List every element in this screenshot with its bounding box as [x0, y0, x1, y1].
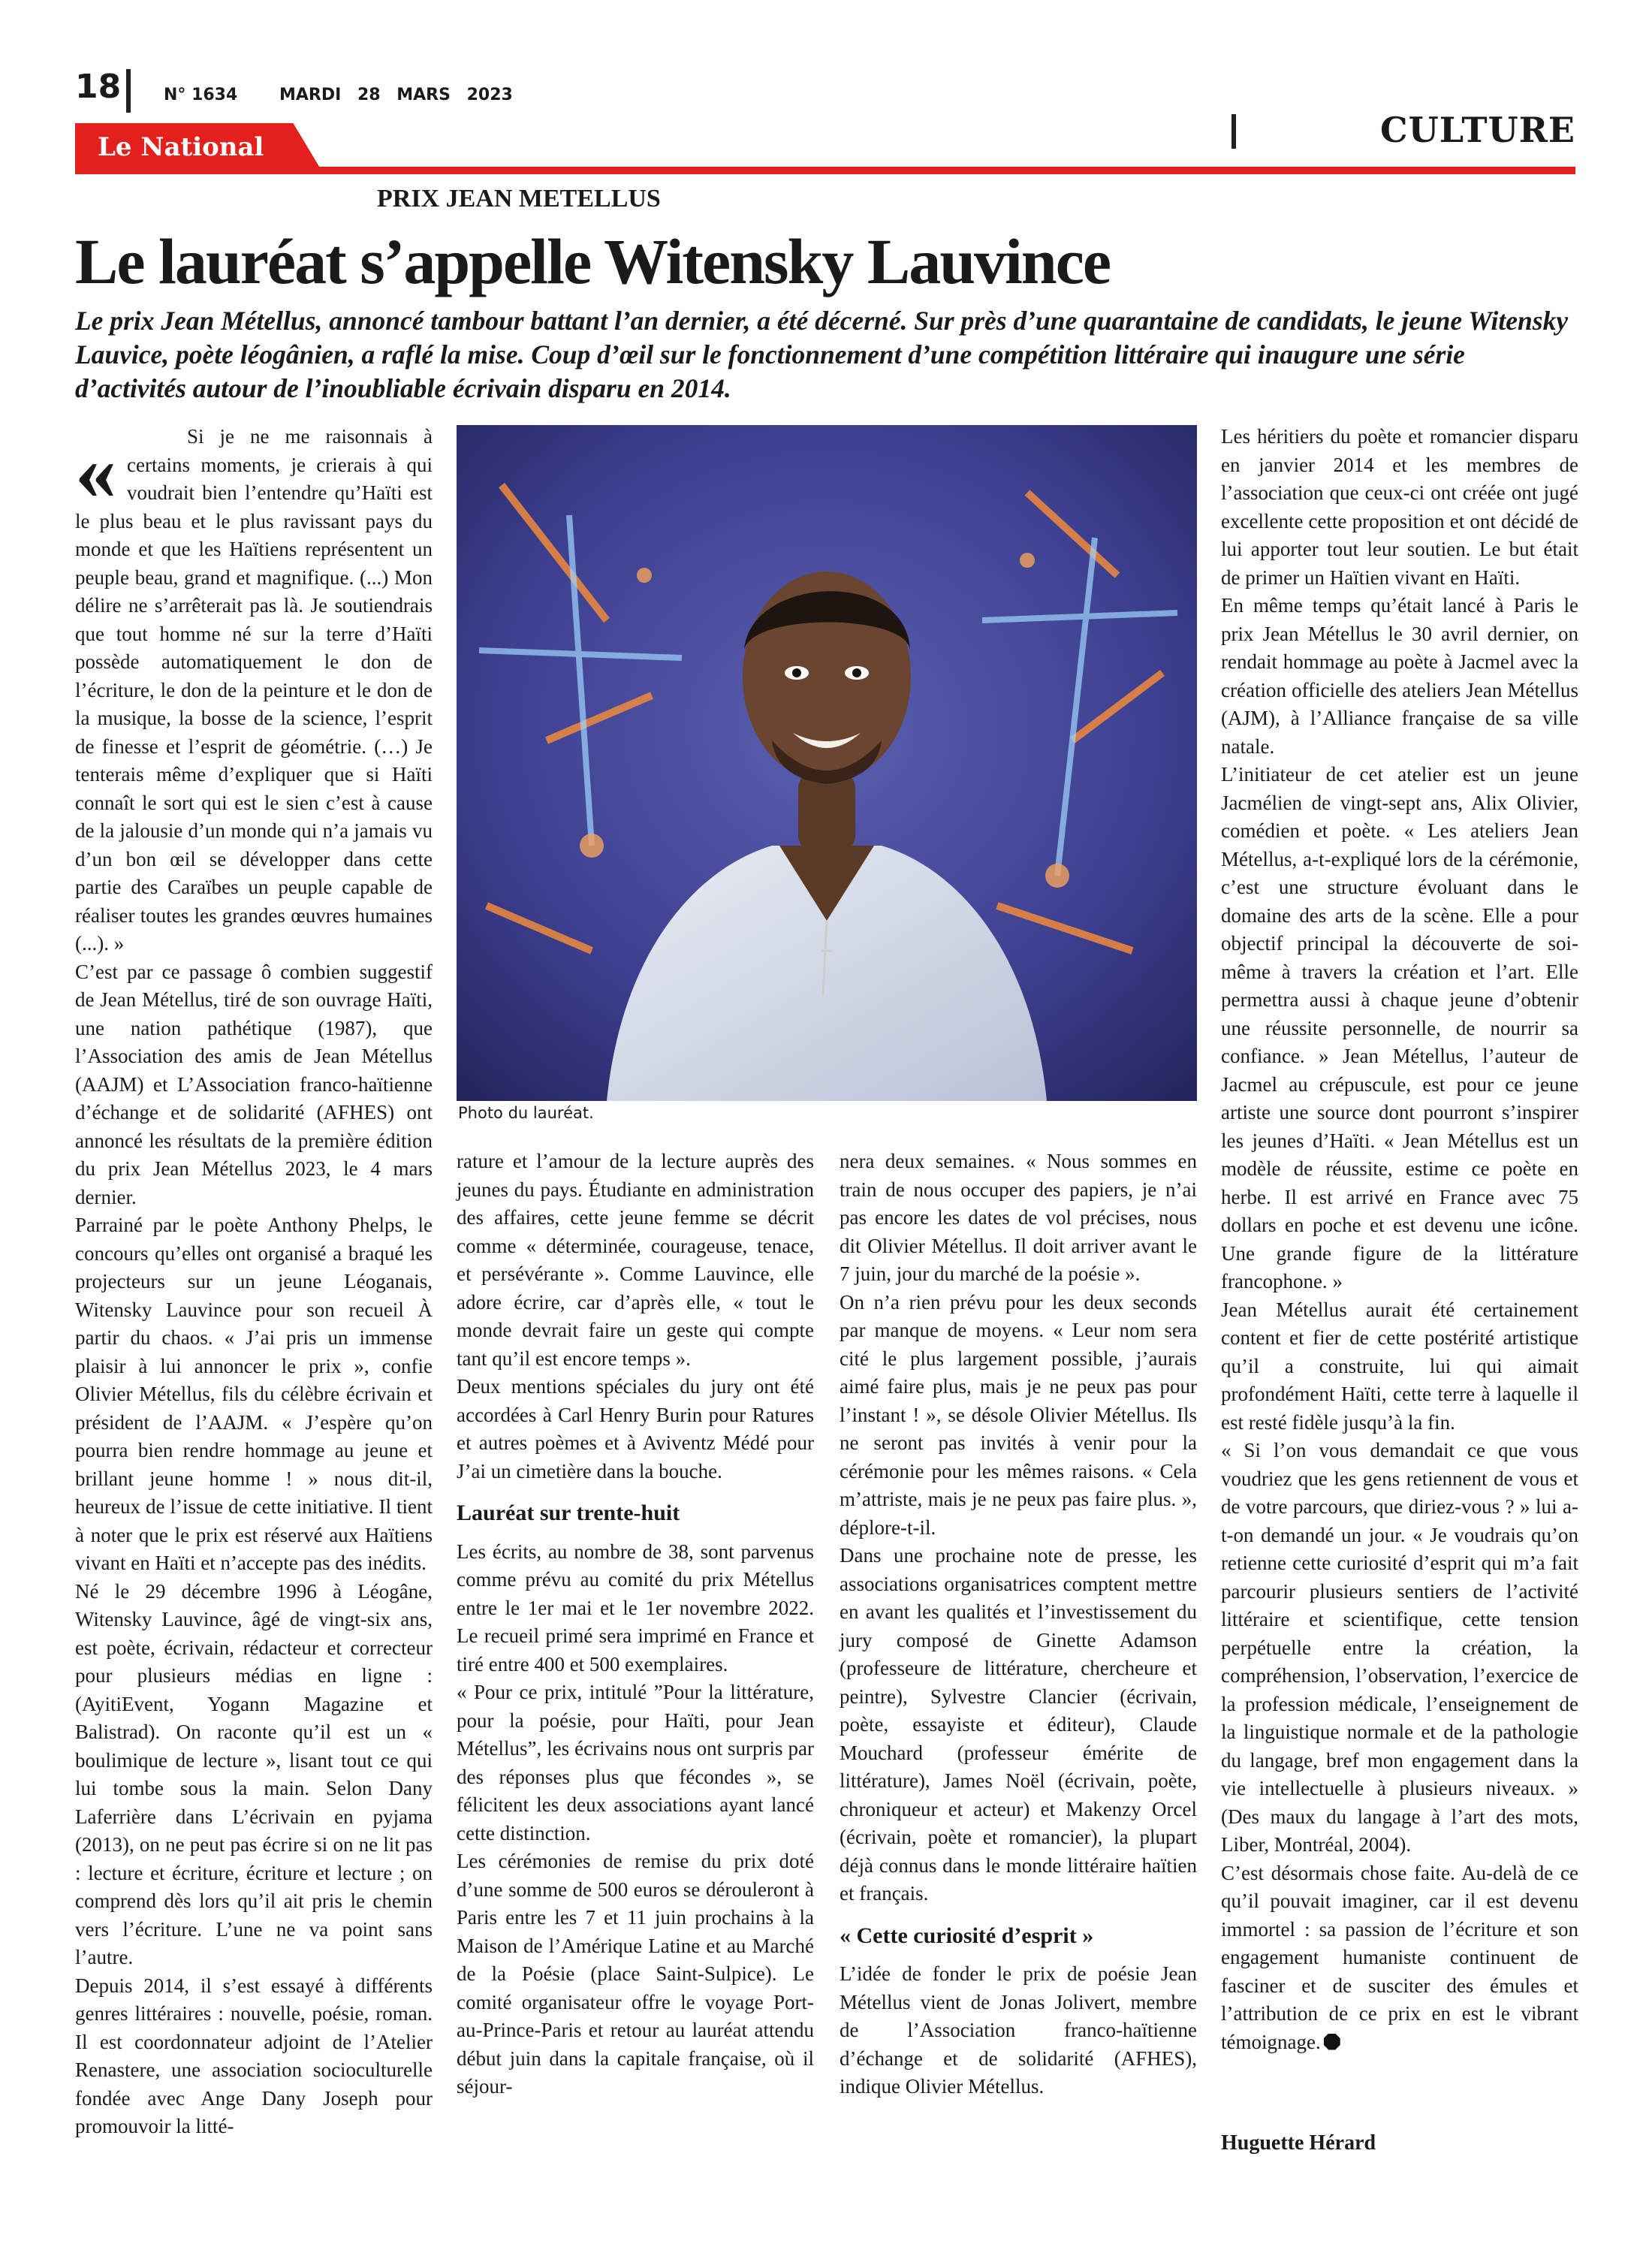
- article-headline: Le lauréat s’appelle Witensky Lauvince: [75, 225, 1111, 297]
- article-lede: Le prix Jean Métellus, annoncé tambour battant l’an dernier, a été décerné. Sur près d’une quarantaine de candidats, le jeune Witensky Lauvice, poète léogânien, a raflé la mise. Coup d’œil sur le fonctionnement d’une compétition littéraire qui inaugure une série d’activités autour de l’inoubliable écrivain disparu en 2014.: [75, 306, 1569, 403]
- paragraph: Si je ne me raisonnais à certains moments, je crierais à qui voudrait bien l’entendre qu’Haïti est le plus beau et le plus ravissant pays du monde et que les Haïtiens représentent un peuple beau, grand et magnifique. (...) Mon délire ne s’arrêterait pas là. Je soutiendrais que tout homme né sur la terre d’Haïti possède automatiquement le don de l’écriture, le don de la peinture et le don de la musique, la bosse de la science, l’esprit de finesse et l’esprit de géométrie. (…) Je tenterais même d’expliquer que si Haïti connaît le sort qui est le sien c’est à cause de la jalousie d’un monde qui n’a jamais vu d’un bon œil se développer dans cette partie des Caraïbes un peuple capable de réaliser toutes les grandes œuvres humaines (...). »: [75, 425, 433, 955]
- paragraph: Né le 29 décembre 1996 à Léogâne, Witensky Lauvince, âgé de vingt-six ans, est poète, écrivain, rédacteur et correcteur pour plusieurs médias en ligne : (AyitiEvent, Yogann Magazine et Balistrad). On raconte qu’il est un « boulimique de lecture », lisant tout ce qui lui tombe sous la main. Selon Dany Laferrière dans L’écrivain en pyjama (2013), on ne peut pas écrire si on ne lit pas : lecture et écriture, écriture et lecture ; on comprend dès lors qu’il ait pris le chemin vers l’écriture. L’une ne va point sans l’autre.: [75, 1579, 433, 1968]
- page-number: 18: [75, 68, 122, 106]
- paragraph: nera deux semaines. « Nous sommes en train de nous occuper des papiers, je n’ai pas encore les dates de vol précises, nous dit Olivier Métellus. Il doit arriver avant le 7 juin, jour du marché de la poésie ».: [840, 1150, 1197, 1285]
- paragraph: L’initiateur de cet atelier est un jeune Jacmélien de vingt-sept ans, Alix Olivier, comédien et poète. « Les ateliers Jean Métellus, a-t-expliqué lors de la cérémonie, c’est une structure évoluant dans le domaine des arts de la scène. Elle a pour objectif principal la découverte de soi-même à travers la création et l’art. Elle permettra aussi à chaque jeune d’obtenir une réussite personnelle, de nourrir sa confiance. » Jean Métellus, l’auteur de Jacmel au crépuscule, est pour ce jeune artiste une source dont pourront s’inspirer les jeunes d’Haïti. « Jean Métellus est un modèle de réussite, estime ce poète en herbe. Il est arrivé en France avec 75 dollars en poche et est devenu une icône. Une grande figure de la littérature francophone. »: [1221, 763, 1578, 1292]
- section-title: CULTURE: [1380, 110, 1575, 150]
- paragraph: Les écrits, au nombre de 38, sont parvenus comme prévu au comité du prix Métellus entre le 1er mai et le 1er novembre 2022. Le recueil primé sera imprimé en France et tiré entre 400 et 500 exemplaires.: [457, 1540, 814, 1675]
- closing-paragraph-text: C’est désormais chose faite. Au-delà de ce qu’il pouvait imaginer, car il est devenu immortel : sa passion de l’écriture et son engagement humaniste continuent de fasciner et de susciter des émules et l’attribution de ce prix en est le vibrant témoignage.: [1221, 1861, 1578, 2053]
- paragraph: L’idée de fonder le prix de poésie Jean Métellus vient de Jonas Jolivert, membre de l’Association franco-haïtienne d’échange et de solidarité (AFHES), indique Olivier Métellus.: [840, 1962, 1197, 2098]
- header-rule: [75, 167, 1575, 174]
- article-column-4: [1221, 423, 1578, 2056]
- newspaper-name: Le National: [98, 132, 264, 162]
- paragraph: Les héritiers du poète et romancier disparu en janvier 2014 et les membres de l’association que ceux-ci ont créée ont jugé excellente cette proposition et ont décidé de lui apporter tout leur soutien. Le but était de primer un Haïtien vivant en Haïti.: [1221, 425, 1578, 589]
- subheading: « Cette curiosité d’esprit »: [840, 1923, 1094, 1948]
- paragraph: Les cérémonies de remise du prix doté d’une somme de 500 euros se dérouleront à Paris entre les 7 et 11 juin prochains à la Maison de l’Amérique Latine et au Marché de la Poésie (place Saint-Sulpice). Le comité organisateur offre le voyage Port-au-Prince-Paris et retour au lauréat attendu début juin dans la capitale française, où il séjour-: [457, 1850, 814, 2098]
- issue-number: N° 1634: [164, 86, 238, 104]
- photo-caption: Photo du lauréat.: [458, 1104, 594, 1122]
- article-column-1: [75, 423, 433, 2141]
- article-column-3: [840, 1148, 1197, 2101]
- laureate-photo: [457, 425, 1197, 1101]
- paragraph: C’est par ce passage ô combien suggestif de Jean Métellus, tiré de son ouvrage Haïti, une nation pathétique (1987), que l’Association des amis de Jean Métellus (AAJM) et L’Association franco-haïtienne d’échange et de solidarité (AFHES) ont annoncé les résultats de la première édition du prix Jean Métellus 2023, le 4 mars dernier.: [75, 960, 433, 1208]
- opening-quote-mark: «: [75, 425, 116, 517]
- paragraph: On n’a rien prévu pour les deux seconds par manque de moyens. « Leur nom sera cité le plus largement possible, j’aurais aimé faire plus, mais je ne peux pas pour l’instant ! », se désole Olivier Métellus. Ils ne seront pas invités à venir pour la cérémonie pour les mêmes raisons. « Cela m’attriste, mais je ne peux pas faire plus. », déplore-t-il.: [840, 1290, 1197, 1539]
- paragraph: rature et l’amour de la lecture auprès des jeunes du pays. Étudiante en administration des affaires, cette jeune femme se décrit comme « déterminée, courageuse, tenace, et persévérante ». Comme Lauvince, elle adore écrire, car d’après elle, « tout le monde devrait faire un geste qui compte tant qu’il est encore temps ».: [457, 1150, 814, 1370]
- paragraph: Jean Métellus aurait été certainement content et fier de cette postérité artistique qu’il a construite, lui qui aimait profondément Haïti, cette terre à laquelle il est resté fidèle jusqu’à la fin.: [1221, 1298, 1578, 1434]
- subheading: Lauréat sur trente-huit: [457, 1500, 680, 1525]
- paragraph: En même temps qu’était lancé à Paris le prix Jean Métellus le 30 avril dernier, on rendait hommage au poète à Jacmel avec la création officielle des ateliers Jean Métellus (AJM), à l’Alliance française de sa ville natale.: [1221, 594, 1578, 758]
- section-divider: [1231, 114, 1236, 149]
- article-column-2: [457, 1148, 814, 2101]
- paragraph: Parrainé par le poète Anthony Phelps, le concours qu’elles ont organisé a braqué les projecteurs sur un jeune Léoganais, Witensky Lauvince pour son recueil À partir du chaos. « J’ai pris un immense plaisir à lui annoncer le prix », confie Olivier Métellus, fils du célèbre écrivain et président de l’AAJM. « J’espère qu’on pourra bien rendre hommage au jeune et brillant jeune homme ! » nous dit-il, heureux de l’issue de cette initiative. Il tient à noter que le prix est réservé aux Haïtiens vivant en Haïti et n’accepte pas des inédits.: [75, 1214, 433, 1574]
- header-divider: [126, 69, 131, 113]
- paragraph: Depuis 2014, il s’est essayé à différents genres littéraires : nouvelle, poésie, roman. Il est coordonnateur adjoint de l’Atelier Renastere, une association socioculturelle fondée avec Ange Dany Joseph pour promouvoir la litté-: [75, 1974, 433, 2137]
- article-kicker: PRIX JEAN METELLUS: [377, 185, 661, 213]
- paragraph: « Pour ce prix, intitulé ”Pour la littérature, pour la poésie, pour Haïti, pour Jean Métellus”, les écrivains nous ont surpris par des réponses plus que fécondes », se félicitent les deux associations ayant lancé cette distinction.: [457, 1681, 814, 1844]
- issue-date: MARDI 28 MARS 2023: [279, 86, 513, 104]
- end-mark-icon: [1324, 2034, 1340, 2050]
- paragraph: Deux mentions spéciales du jury ont été accordées à Carl Henry Burin pour Ratures et autres poèmes et à Aviventz Médé pour J’ai un cimetière dans la bouche.: [457, 1375, 814, 1482]
- laureate-photo-illustration: [457, 425, 1197, 1101]
- paragraph: Dans une prochaine note de presse, les associations organisatrices comptent mettre en avant les qualités et l’investissement du jury composé de Ginette Adamson (professeure de littérature, chercheure et peintre), Sylvestre Clancier (écrivain, poète, essayiste et éditeur), Claude Mouchard (professeur émérite de littérature), James Noël (écrivain, poète, chroniqueur et acteur) et Makenzy Orcel (écrivain, poète et romancier), la plupart déjà connus dans le monde littéraire haïtien et français.: [840, 1544, 1197, 1905]
- paragraph: [1221, 1859, 1578, 2057]
- paragraph: « Si l’on vous demandait ce que vous voudriez que les gens retiennent de vous et de votre parcours, que diriez-vous ? » lui a-t-on demandé un jour. « Je voudrais qu’on retienne cette curiosité d’esprit qui m’a fait parcourir plusieurs sentiers de l’activité littéraire et scientifique, cette tension perpétuelle entre la création, la compréhension, l’observation, l’exercice de la profession médicale, l’enseignement de la linguistique normale et de la pathologie du langage, bref mon engagement dans la vie intellectuelle à plusieurs niveaux. » (Des maux du langage à l’art des mots, Liber, Montréal, 2004).: [1221, 1439, 1578, 1856]
- author-byline: Huguette Hérard: [1221, 2131, 1376, 2155]
